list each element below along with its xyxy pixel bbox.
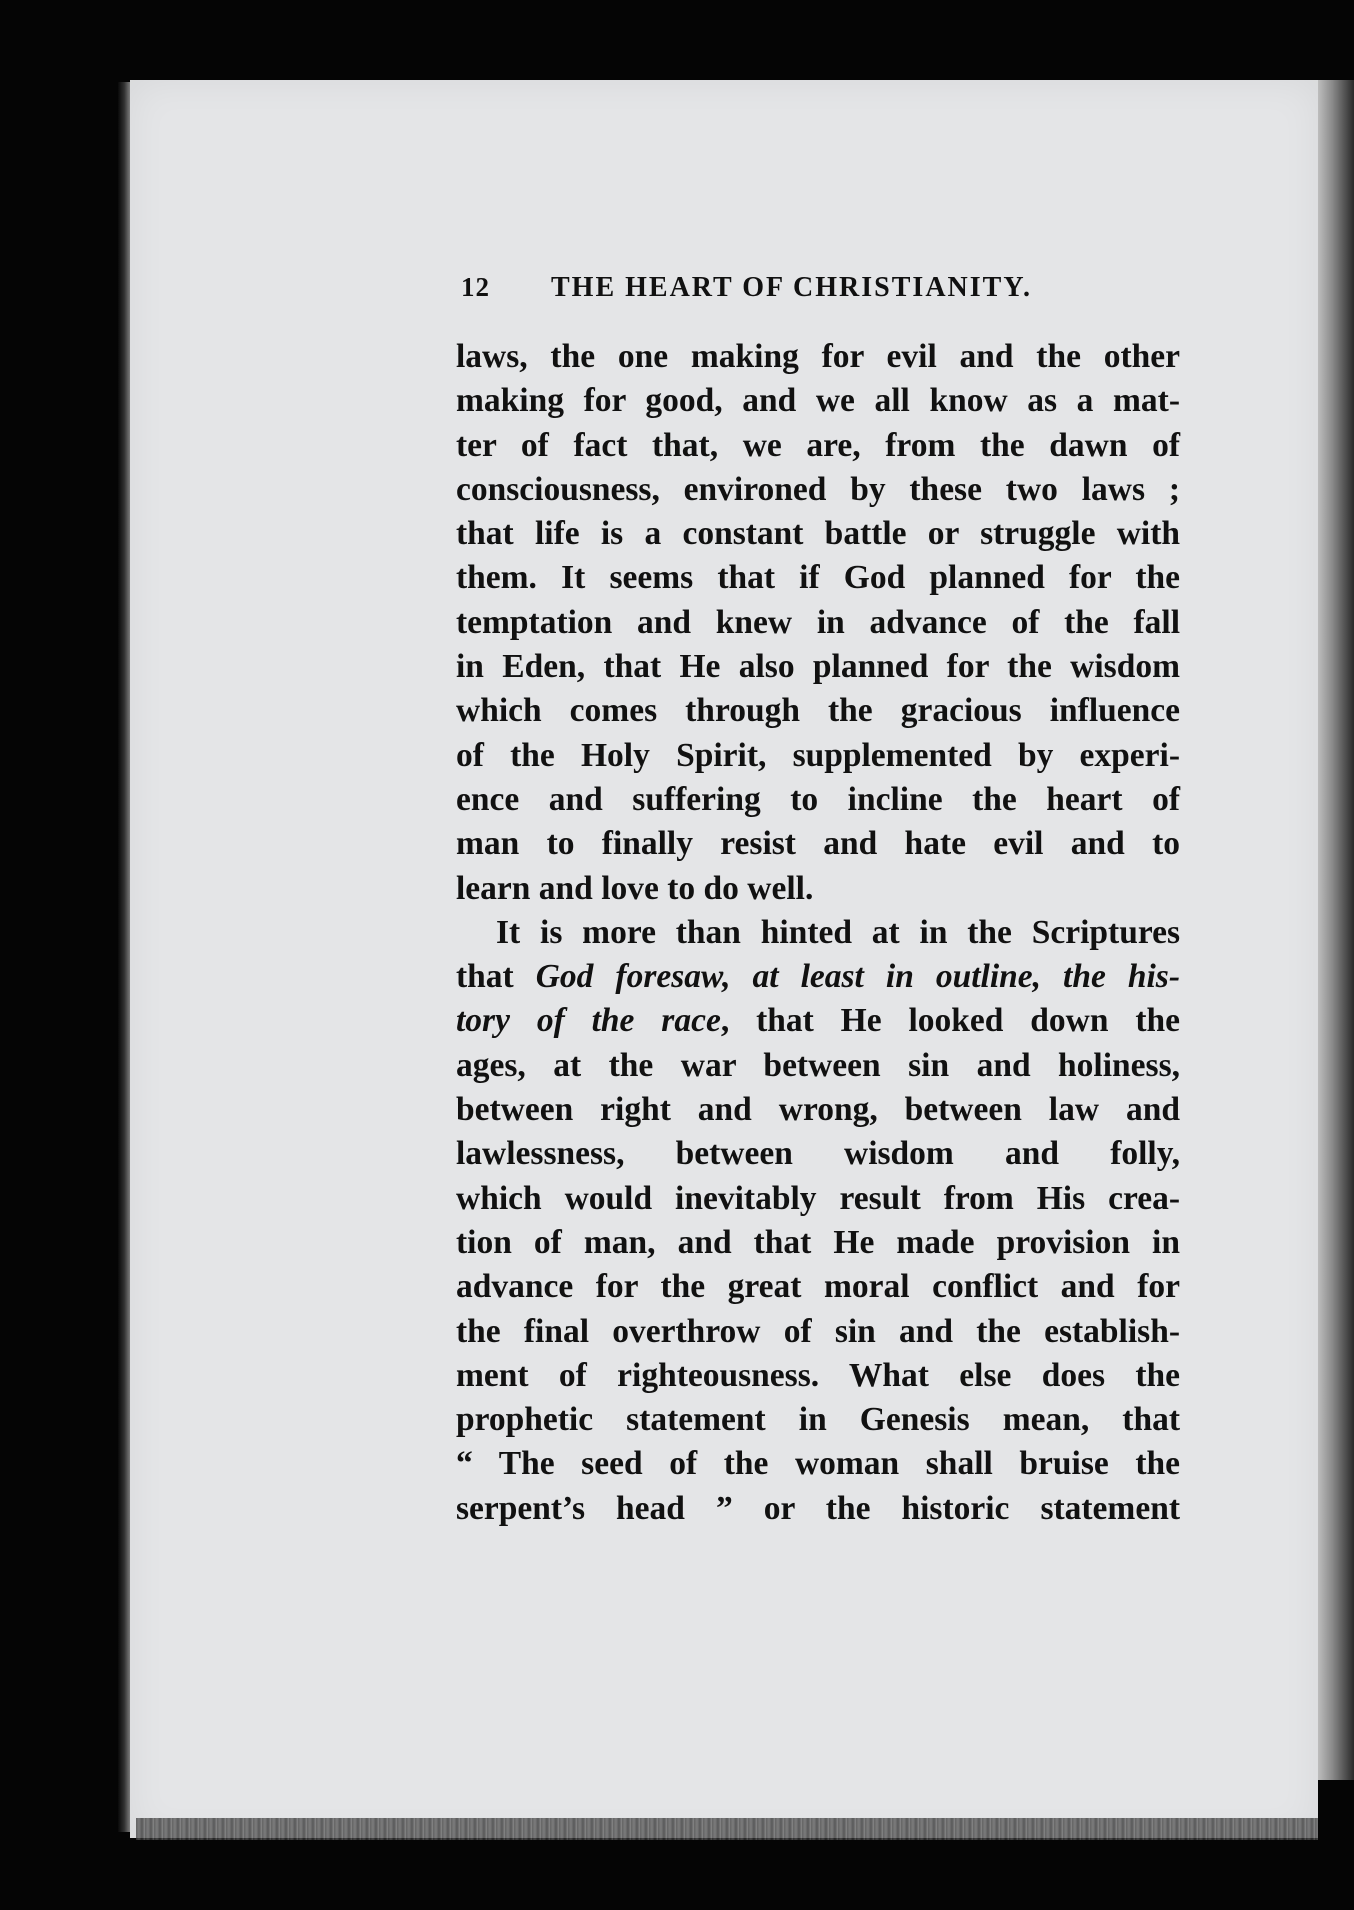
text-line: “ The seed of the woman shall bruise the bbox=[456, 1445, 1180, 1483]
running-head: THE HEART OF CHRISTIANITY. bbox=[551, 272, 1032, 303]
text-line: man to finally resist and hate evil and to bbox=[456, 825, 1180, 863]
text-line: between right and wrong, between law and bbox=[456, 1091, 1180, 1129]
text-line: consciousness, environed by these two laws ; bbox=[456, 470, 1180, 508]
text-line: serpent’s head ” or the historic statement bbox=[456, 1489, 1180, 1527]
text-line: laws, the one making for evil and the other bbox=[456, 338, 1180, 375]
text-line: that life is a constant battle or struggle with bbox=[456, 515, 1180, 553]
text-line: temptation and knew in advance of the fall bbox=[456, 603, 1180, 641]
text-line: tion of man, and that He made provision in bbox=[456, 1223, 1180, 1261]
book-bottom-edge bbox=[136, 1818, 1318, 1840]
text-line: the final overthrow of sin and the establish- bbox=[456, 1312, 1180, 1350]
text-line: advance for the great moral conflict and for bbox=[456, 1268, 1180, 1306]
text-line-italic bbox=[456, 999, 1180, 1043]
text-fragment: , that He looked down the bbox=[720, 1002, 1180, 1040]
text-line: ages, at the war between sin and holiness, bbox=[456, 1046, 1180, 1084]
page-header bbox=[461, 272, 1185, 312]
text-line: ter of fact that, we are, from the dawn of bbox=[456, 426, 1180, 464]
text-line: ence and suffering to incline the heart of bbox=[456, 780, 1180, 818]
text-line: which would inevitably result from His crea- bbox=[456, 1179, 1180, 1217]
page-number: 12 bbox=[461, 272, 490, 302]
text-fragment: that bbox=[456, 958, 536, 996]
book-right-edge bbox=[1318, 80, 1354, 1780]
text-line: of the Holy Spirit, supplemented by experi- bbox=[456, 736, 1180, 774]
text-line-italic bbox=[456, 955, 1180, 999]
body-text bbox=[456, 335, 1180, 1531]
text-line: prophetic statement in Genesis mean, that bbox=[456, 1401, 1180, 1439]
text-line: them. It seems that if God planned for the bbox=[456, 559, 1180, 597]
text-line: lawlessness, between wisdom and folly, bbox=[456, 1135, 1180, 1173]
paragraph-end-line: learn and love to do well. bbox=[456, 869, 814, 907]
text-line: which comes through the gracious influence bbox=[456, 692, 1180, 730]
text-line: ment of righteousness. What else does the bbox=[456, 1356, 1180, 1394]
italic-phrase: God foresaw, at least in outline, the his- bbox=[535, 958, 1180, 996]
paragraph-start-line: It is more than hinted at in the Scriptures bbox=[496, 913, 1180, 951]
text-line: in Eden, that He also planned for the wisdom bbox=[456, 648, 1180, 686]
text-line: making for good, and we all know as a mat- bbox=[456, 382, 1180, 420]
italic-phrase: tory of the race bbox=[456, 1002, 721, 1040]
